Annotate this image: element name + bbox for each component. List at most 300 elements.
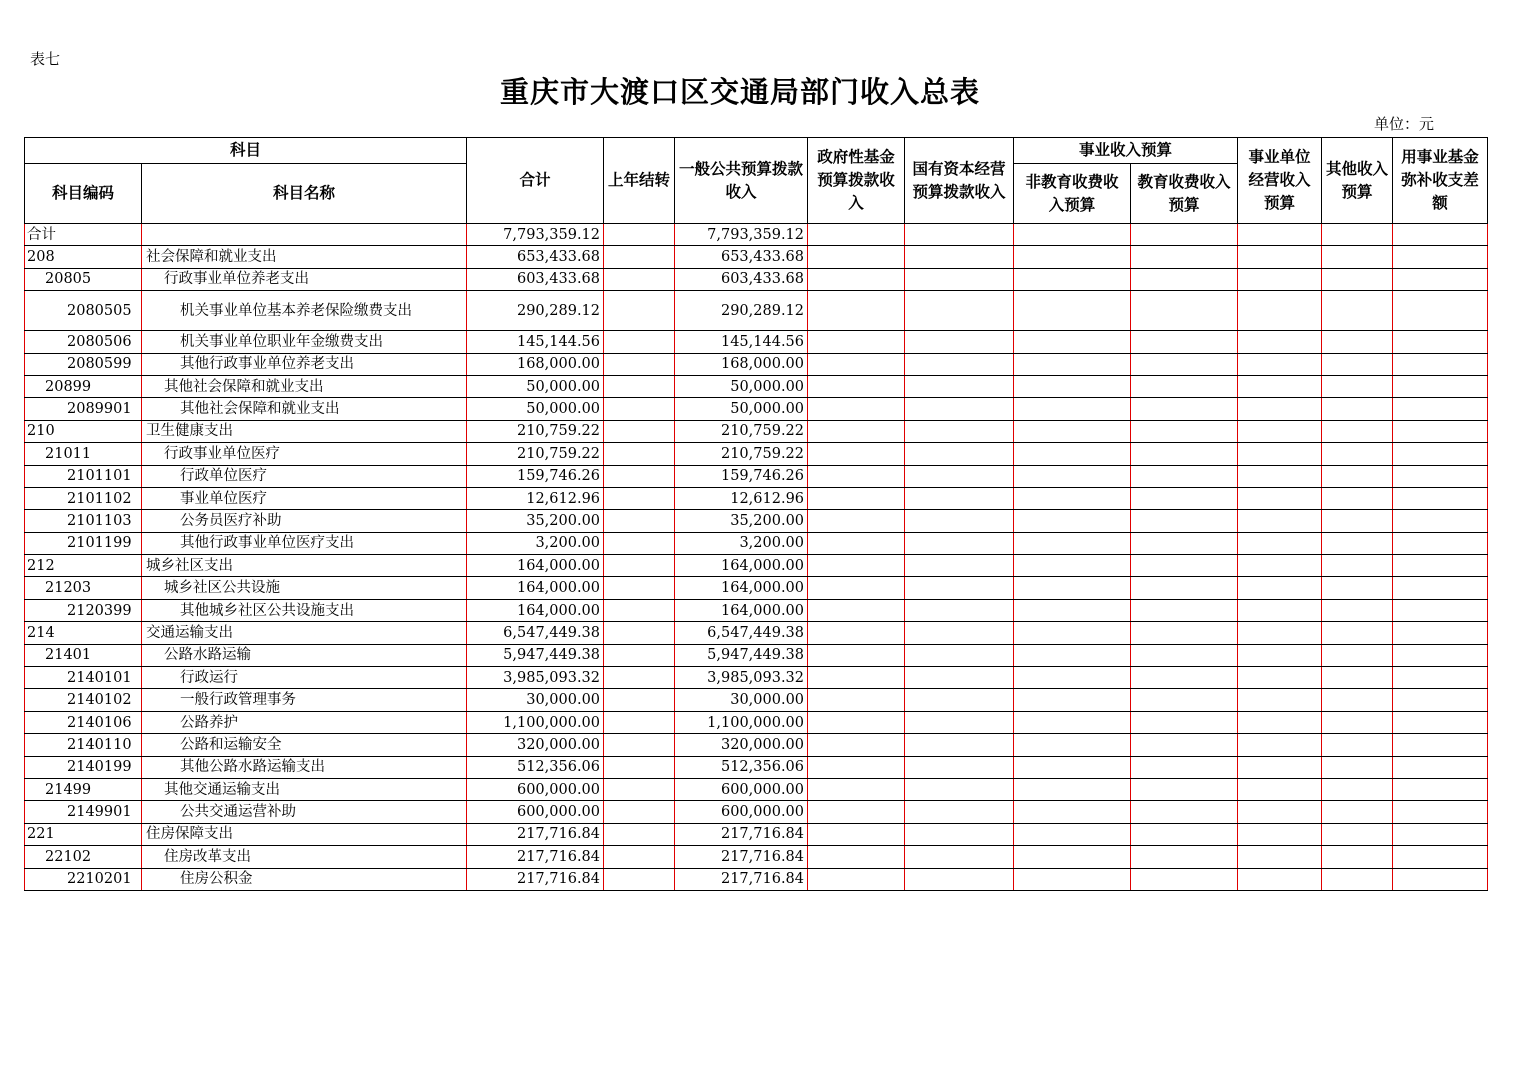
- cell-edu-fee: [1131, 398, 1238, 420]
- cell-general-budget: 603,433.68: [675, 268, 808, 290]
- cell-carryover: [604, 823, 675, 845]
- cell-fund-offset: [1393, 291, 1488, 331]
- cell-name: 公路和运输安全: [142, 734, 467, 756]
- cell-total: 290,289.12: [467, 291, 604, 331]
- cell-gov-fund: [808, 224, 905, 246]
- cell-general-budget: 35,200.00: [675, 510, 808, 532]
- cell-total: 217,716.84: [467, 846, 604, 868]
- cell-edu-fee: [1131, 756, 1238, 778]
- cell-other-income: [1322, 224, 1393, 246]
- cell-gov-fund: [808, 622, 905, 644]
- cell-gov-fund: [808, 331, 905, 353]
- cell-other-income: [1322, 291, 1393, 331]
- cell-name: 事业单位医疗: [142, 487, 467, 509]
- cell-total: 217,716.84: [467, 823, 604, 845]
- cell-total: 600,000.00: [467, 801, 604, 823]
- cell-operating-income: [1238, 375, 1322, 397]
- cell-carryover: [604, 644, 675, 666]
- cell-general-budget: 512,356.06: [675, 756, 808, 778]
- cell-operating-income: [1238, 644, 1322, 666]
- cell-code: 2080506: [25, 331, 142, 353]
- cell-general-budget: 50,000.00: [675, 398, 808, 420]
- cell-name: 公务员医疗补助: [142, 510, 467, 532]
- cell-gov-fund: [808, 689, 905, 711]
- cell-fund-offset: [1393, 846, 1488, 868]
- cell-code: 2140199: [25, 756, 142, 778]
- cell-fund-offset: [1393, 224, 1488, 246]
- cell-name: 住房保障支出: [142, 823, 467, 845]
- cell-other-income: [1322, 801, 1393, 823]
- cell-fund-offset: [1393, 689, 1488, 711]
- table-row: [25, 331, 1488, 353]
- cell-gov-fund: [808, 291, 905, 331]
- cell-state-capital: [905, 734, 1014, 756]
- cell-state-capital: [905, 375, 1014, 397]
- cell-non-edu-fee: [1014, 532, 1131, 554]
- table-row: [25, 420, 1488, 442]
- cell-operating-income: [1238, 778, 1322, 800]
- cell-name: 行政运行: [142, 667, 467, 689]
- cell-state-capital: [905, 224, 1014, 246]
- cell-operating-income: [1238, 577, 1322, 599]
- cell-other-income: [1322, 487, 1393, 509]
- cell-name: 一般行政管理事务: [142, 689, 467, 711]
- cell-carryover: [604, 734, 675, 756]
- cell-gov-fund: [808, 420, 905, 442]
- cell-state-capital: [905, 689, 1014, 711]
- cell-general-budget: 600,000.00: [675, 801, 808, 823]
- cell-state-capital: [905, 599, 1014, 621]
- cell-fund-offset: [1393, 555, 1488, 577]
- cell-fund-offset: [1393, 823, 1488, 845]
- table-row: [25, 375, 1488, 397]
- cell-name: 行政单位医疗: [142, 465, 467, 487]
- cell-total: 164,000.00: [467, 555, 604, 577]
- cell-fund-offset: [1393, 268, 1488, 290]
- header-gov-fund: 政府性基金预算拨款收入: [808, 138, 905, 224]
- cell-other-income: [1322, 375, 1393, 397]
- header-total: 合计: [467, 138, 604, 224]
- cell-carryover: [604, 667, 675, 689]
- cell-operating-income: [1238, 465, 1322, 487]
- cell-non-edu-fee: [1014, 801, 1131, 823]
- cell-non-edu-fee: [1014, 398, 1131, 420]
- cell-state-capital: [905, 331, 1014, 353]
- cell-total: 217,716.84: [467, 868, 604, 890]
- cell-non-edu-fee: [1014, 689, 1131, 711]
- cell-edu-fee: [1131, 268, 1238, 290]
- cell-carryover: [604, 224, 675, 246]
- cell-other-income: [1322, 823, 1393, 845]
- cell-general-budget: 320,000.00: [675, 734, 808, 756]
- cell-general-budget: 164,000.00: [675, 577, 808, 599]
- cell-gov-fund: [808, 353, 905, 375]
- table-row: [25, 734, 1488, 756]
- cell-total: 210,759.22: [467, 420, 604, 442]
- cell-total: 145,144.56: [467, 331, 604, 353]
- cell-carryover: [604, 353, 675, 375]
- cell-other-income: [1322, 846, 1393, 868]
- cell-total: 50,000.00: [467, 375, 604, 397]
- cell-general-budget: 290,289.12: [675, 291, 808, 331]
- cell-general-budget: 159,746.26: [675, 465, 808, 487]
- cell-general-budget: 7,793,359.12: [675, 224, 808, 246]
- cell-general-budget: 653,433.68: [675, 246, 808, 268]
- cell-name: 城乡社区支出: [142, 555, 467, 577]
- cell-fund-offset: [1393, 420, 1488, 442]
- cell-code: 2089901: [25, 398, 142, 420]
- cell-other-income: [1322, 667, 1393, 689]
- table-row: [25, 510, 1488, 532]
- cell-non-edu-fee: [1014, 711, 1131, 733]
- header-name: 科目名称: [142, 164, 467, 224]
- cell-carryover: [604, 846, 675, 868]
- cell-total: 168,000.00: [467, 353, 604, 375]
- cell-total: 210,759.22: [467, 443, 604, 465]
- cell-general-budget: 3,985,093.32: [675, 667, 808, 689]
- cell-edu-fee: [1131, 555, 1238, 577]
- cell-edu-fee: [1131, 823, 1238, 845]
- cell-non-edu-fee: [1014, 268, 1131, 290]
- table-row: [25, 689, 1488, 711]
- cell-non-edu-fee: [1014, 868, 1131, 890]
- cell-general-budget: 217,716.84: [675, 823, 808, 845]
- cell-gov-fund: [808, 465, 905, 487]
- cell-name: 其他行政事业单位养老支出: [142, 353, 467, 375]
- cell-non-edu-fee: [1014, 487, 1131, 509]
- cell-code: 214: [25, 622, 142, 644]
- cell-carryover: [604, 398, 675, 420]
- cell-carryover: [604, 420, 675, 442]
- cell-gov-fund: [808, 711, 905, 733]
- cell-operating-income: [1238, 599, 1322, 621]
- cell-fund-offset: [1393, 510, 1488, 532]
- cell-gov-fund: [808, 868, 905, 890]
- cell-operating-income: [1238, 443, 1322, 465]
- header-code: 科目编码: [25, 164, 142, 224]
- cell-edu-fee: [1131, 487, 1238, 509]
- cell-fund-offset: [1393, 246, 1488, 268]
- cell-total: 159,746.26: [467, 465, 604, 487]
- cell-state-capital: [905, 622, 1014, 644]
- cell-name: 公共交通运营补助: [142, 801, 467, 823]
- cell-name: 机关事业单位基本养老保险缴费支出: [142, 291, 467, 331]
- cell-edu-fee: [1131, 711, 1238, 733]
- cell-fund-offset: [1393, 353, 1488, 375]
- cell-fund-offset: [1393, 868, 1488, 890]
- cell-state-capital: [905, 443, 1014, 465]
- header-operating-income: 事业单位经营收入预算: [1238, 138, 1322, 224]
- cell-other-income: [1322, 778, 1393, 800]
- cell-general-budget: 12,612.96: [675, 487, 808, 509]
- cell-general-budget: 168,000.00: [675, 353, 808, 375]
- cell-total: 6,547,449.38: [467, 622, 604, 644]
- cell-gov-fund: [808, 510, 905, 532]
- cell-code: 212: [25, 555, 142, 577]
- cell-carryover: [604, 599, 675, 621]
- cell-name: 公路水路运输: [142, 644, 467, 666]
- cell-operating-income: [1238, 487, 1322, 509]
- cell-gov-fund: [808, 599, 905, 621]
- cell-gov-fund: [808, 577, 905, 599]
- cell-carryover: [604, 711, 675, 733]
- cell-gov-fund: [808, 734, 905, 756]
- cell-total: 5,947,449.38: [467, 644, 604, 666]
- cell-name: 公路养护: [142, 711, 467, 733]
- cell-state-capital: [905, 420, 1014, 442]
- cell-total: 512,356.06: [467, 756, 604, 778]
- cell-general-budget: 145,144.56: [675, 331, 808, 353]
- cell-non-edu-fee: [1014, 644, 1131, 666]
- cell-name: 行政事业单位医疗: [142, 443, 467, 465]
- cell-operating-income: [1238, 756, 1322, 778]
- cell-fund-offset: [1393, 487, 1488, 509]
- cell-name: 交通运输支出: [142, 622, 467, 644]
- cell-operating-income: [1238, 224, 1322, 246]
- cell-non-edu-fee: [1014, 331, 1131, 353]
- table-row: [25, 224, 1488, 246]
- cell-edu-fee: [1131, 465, 1238, 487]
- cell-other-income: [1322, 756, 1393, 778]
- cell-carryover: [604, 331, 675, 353]
- cell-fund-offset: [1393, 756, 1488, 778]
- cell-general-budget: 164,000.00: [675, 555, 808, 577]
- table-row: [25, 667, 1488, 689]
- cell-code: 2101101: [25, 465, 142, 487]
- cell-total: 7,793,359.12: [467, 224, 604, 246]
- cell-non-edu-fee: [1014, 756, 1131, 778]
- cell-fund-offset: [1393, 667, 1488, 689]
- cell-state-capital: [905, 268, 1014, 290]
- cell-other-income: [1322, 246, 1393, 268]
- header-business-income: 事业收入预算: [1014, 138, 1238, 164]
- cell-operating-income: [1238, 532, 1322, 554]
- cell-edu-fee: [1131, 778, 1238, 800]
- cell-total: 50,000.00: [467, 398, 604, 420]
- cell-carryover: [604, 510, 675, 532]
- cell-operating-income: [1238, 868, 1322, 890]
- cell-edu-fee: [1131, 868, 1238, 890]
- cell-carryover: [604, 375, 675, 397]
- cell-state-capital: [905, 487, 1014, 509]
- cell-operating-income: [1238, 622, 1322, 644]
- table-row: [25, 443, 1488, 465]
- sheet-label: 表七: [30, 50, 61, 68]
- table-row: [25, 778, 1488, 800]
- cell-carryover: [604, 465, 675, 487]
- cell-code: 20805: [25, 268, 142, 290]
- cell-code: 2080505: [25, 291, 142, 331]
- table-row: [25, 291, 1488, 331]
- cell-general-budget: 210,759.22: [675, 443, 808, 465]
- cell-state-capital: [905, 246, 1014, 268]
- cell-total: 1,100,000.00: [467, 711, 604, 733]
- cell-operating-income: [1238, 801, 1322, 823]
- cell-code: 20899: [25, 375, 142, 397]
- header-state-capital: 国有资本经营预算拨款收入: [905, 138, 1014, 224]
- cell-non-edu-fee: [1014, 291, 1131, 331]
- cell-general-budget: 217,716.84: [675, 846, 808, 868]
- cell-total: 603,433.68: [467, 268, 604, 290]
- cell-state-capital: [905, 823, 1014, 845]
- cell-name: 住房改革支出: [142, 846, 467, 868]
- cell-name: 住房公积金: [142, 868, 467, 890]
- cell-non-edu-fee: [1014, 823, 1131, 845]
- cell-carryover: [604, 555, 675, 577]
- income-summary-table: [24, 137, 1488, 891]
- cell-carryover: [604, 532, 675, 554]
- cell-gov-fund: [808, 667, 905, 689]
- table-row: [25, 487, 1488, 509]
- cell-total: 35,200.00: [467, 510, 604, 532]
- cell-code: 合计: [25, 224, 142, 246]
- cell-state-capital: [905, 756, 1014, 778]
- cell-code: 2140106: [25, 711, 142, 733]
- cell-carryover: [604, 291, 675, 331]
- cell-gov-fund: [808, 778, 905, 800]
- cell-total: 3,985,093.32: [467, 667, 604, 689]
- cell-code: 2210201: [25, 868, 142, 890]
- cell-other-income: [1322, 398, 1393, 420]
- cell-name: 其他公路水路运输支出: [142, 756, 467, 778]
- header-other-income: 其他收入预算: [1322, 138, 1393, 224]
- cell-non-edu-fee: [1014, 846, 1131, 868]
- header-general-budget: 一般公共预算拨款收入: [675, 138, 808, 224]
- cell-code: 21203: [25, 577, 142, 599]
- cell-fund-offset: [1393, 465, 1488, 487]
- cell-gov-fund: [808, 823, 905, 845]
- table-row: [25, 246, 1488, 268]
- table-row: [25, 268, 1488, 290]
- cell-total: 164,000.00: [467, 599, 604, 621]
- cell-gov-fund: [808, 756, 905, 778]
- table-row: [25, 599, 1488, 621]
- cell-total: 12,612.96: [467, 487, 604, 509]
- cell-fund-offset: [1393, 375, 1488, 397]
- cell-edu-fee: [1131, 644, 1238, 666]
- cell-gov-fund: [808, 801, 905, 823]
- cell-code: 2120399: [25, 599, 142, 621]
- cell-gov-fund: [808, 268, 905, 290]
- cell-edu-fee: [1131, 443, 1238, 465]
- cell-name: 机关事业单位职业年金缴费支出: [142, 331, 467, 353]
- cell-operating-income: [1238, 734, 1322, 756]
- cell-gov-fund: [808, 532, 905, 554]
- cell-total: 30,000.00: [467, 689, 604, 711]
- cell-code: 22102: [25, 846, 142, 868]
- cell-edu-fee: [1131, 577, 1238, 599]
- table-row: [25, 465, 1488, 487]
- header-non-edu-fee: 非教育收费收入预算: [1014, 164, 1131, 224]
- cell-gov-fund: [808, 375, 905, 397]
- cell-edu-fee: [1131, 331, 1238, 353]
- cell-state-capital: [905, 667, 1014, 689]
- cell-state-capital: [905, 353, 1014, 375]
- table-row: [25, 644, 1488, 666]
- table-row: [25, 577, 1488, 599]
- cell-operating-income: [1238, 420, 1322, 442]
- cell-gov-fund: [808, 644, 905, 666]
- cell-carryover: [604, 689, 675, 711]
- cell-code: 221: [25, 823, 142, 845]
- cell-total: 320,000.00: [467, 734, 604, 756]
- cell-operating-income: [1238, 353, 1322, 375]
- cell-non-edu-fee: [1014, 778, 1131, 800]
- cell-code: 2101103: [25, 510, 142, 532]
- cell-carryover: [604, 443, 675, 465]
- cell-other-income: [1322, 599, 1393, 621]
- cell-fund-offset: [1393, 778, 1488, 800]
- cell-non-edu-fee: [1014, 224, 1131, 246]
- cell-code: 21011: [25, 443, 142, 465]
- cell-general-budget: 210,759.22: [675, 420, 808, 442]
- table-row: [25, 555, 1488, 577]
- table-row: [25, 823, 1488, 845]
- cell-non-edu-fee: [1014, 420, 1131, 442]
- cell-edu-fee: [1131, 689, 1238, 711]
- cell-other-income: [1322, 443, 1393, 465]
- cell-general-budget: 600,000.00: [675, 778, 808, 800]
- cell-operating-income: [1238, 711, 1322, 733]
- cell-non-edu-fee: [1014, 555, 1131, 577]
- cell-edu-fee: [1131, 291, 1238, 331]
- cell-gov-fund: [808, 398, 905, 420]
- cell-code: 2149901: [25, 801, 142, 823]
- cell-name: 行政事业单位养老支出: [142, 268, 467, 290]
- table-row: [25, 353, 1488, 375]
- cell-non-edu-fee: [1014, 622, 1131, 644]
- cell-other-income: [1322, 644, 1393, 666]
- cell-state-capital: [905, 291, 1014, 331]
- cell-other-income: [1322, 622, 1393, 644]
- cell-operating-income: [1238, 555, 1322, 577]
- cell-non-edu-fee: [1014, 375, 1131, 397]
- cell-operating-income: [1238, 291, 1322, 331]
- table-row: [25, 846, 1488, 868]
- cell-general-budget: 50,000.00: [675, 375, 808, 397]
- cell-edu-fee: [1131, 246, 1238, 268]
- cell-non-edu-fee: [1014, 465, 1131, 487]
- cell-name: 其他行政事业单位医疗支出: [142, 532, 467, 554]
- cell-fund-offset: [1393, 398, 1488, 420]
- cell-fund-offset: [1393, 443, 1488, 465]
- cell-state-capital: [905, 398, 1014, 420]
- cell-non-edu-fee: [1014, 599, 1131, 621]
- cell-name: 社会保障和就业支出: [142, 246, 467, 268]
- cell-code: 208: [25, 246, 142, 268]
- cell-edu-fee: [1131, 599, 1238, 621]
- cell-carryover: [604, 778, 675, 800]
- cell-operating-income: [1238, 268, 1322, 290]
- cell-gov-fund: [808, 246, 905, 268]
- unit-label: 单位：元: [1374, 115, 1435, 133]
- cell-carryover: [604, 868, 675, 890]
- table-row: [25, 532, 1488, 554]
- cell-edu-fee: [1131, 420, 1238, 442]
- cell-name: 其他社会保障和就业支出: [142, 398, 467, 420]
- cell-operating-income: [1238, 667, 1322, 689]
- cell-general-budget: 217,716.84: [675, 868, 808, 890]
- cell-other-income: [1322, 577, 1393, 599]
- cell-gov-fund: [808, 846, 905, 868]
- cell-carryover: [604, 246, 675, 268]
- cell-general-budget: 164,000.00: [675, 599, 808, 621]
- cell-state-capital: [905, 644, 1014, 666]
- table-row: [25, 756, 1488, 778]
- cell-name: 其他城乡社区公共设施支出: [142, 599, 467, 621]
- cell-code: 2080599: [25, 353, 142, 375]
- cell-total: 600,000.00: [467, 778, 604, 800]
